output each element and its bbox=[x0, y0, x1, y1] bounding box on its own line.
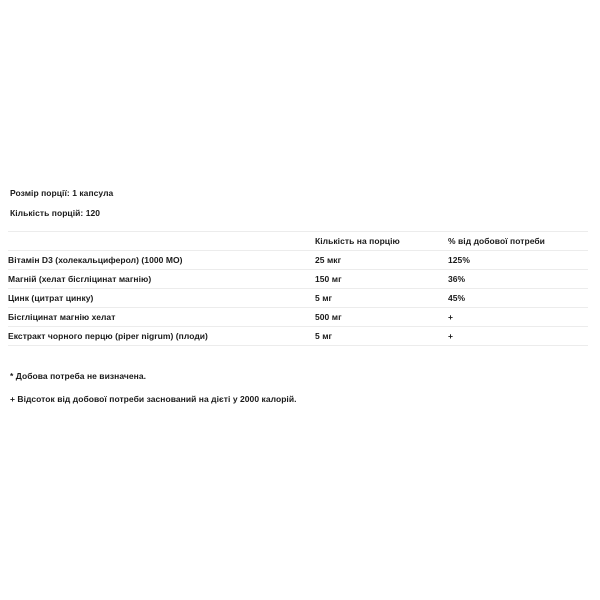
table-row bbox=[8, 327, 588, 346]
nutrient-daily-value: + bbox=[448, 311, 454, 322]
table-body bbox=[8, 251, 588, 346]
nutrient-amount: 25 мкг bbox=[315, 254, 342, 265]
table-header-row bbox=[8, 232, 588, 251]
nutrient-amount: 150 мг bbox=[315, 273, 342, 284]
table-row bbox=[8, 308, 588, 327]
nutrient-name: Вітамін D3 (холекальциферол) (1000 МО) bbox=[8, 254, 183, 265]
serving-size-line: Розмір порції: 1 капсула bbox=[10, 188, 114, 198]
serving-info bbox=[10, 188, 590, 219]
table-row bbox=[8, 289, 588, 308]
nutrient-daily-value: 45% bbox=[448, 292, 466, 303]
column-header-nutrient bbox=[8, 232, 315, 251]
footnotes bbox=[10, 371, 590, 405]
table-row bbox=[8, 251, 588, 270]
table-header bbox=[8, 232, 588, 251]
nutrient-daily-value: 36% bbox=[448, 273, 466, 284]
nutrient-daily-value: 125% bbox=[448, 254, 470, 265]
servings-per-container-line: Кількість порцій: 120 bbox=[10, 208, 101, 219]
nutrient-name: Екстракт чорного перцю (piper nigrum) (плоди) bbox=[8, 330, 208, 341]
nutrient-amount: 5 мг bbox=[315, 292, 333, 303]
nutrient-name: Магній (хелат бісгліцинат магнію) bbox=[8, 273, 152, 284]
nutrient-daily-value: + bbox=[448, 330, 454, 341]
footnote-daily-value-not-established: * Добова потреба не визначена. bbox=[10, 371, 147, 381]
footnote-calorie-diet-basis: + Відсоток від добової потреби заснований на дієті у 2000 калорій. bbox=[10, 394, 297, 405]
nutrient-amount: 500 мг bbox=[315, 311, 342, 322]
nutrient-name: Бісгліцинат магнію хелат bbox=[8, 311, 116, 322]
nutrient-amount: 5 мг bbox=[315, 330, 333, 341]
nutrient-name: Цинк (цитрат цинку) bbox=[8, 292, 94, 303]
column-header-daily-value: % від добової потреби bbox=[448, 235, 545, 246]
supplement-facts-table bbox=[8, 231, 588, 346]
table-row bbox=[8, 270, 588, 289]
column-header-amount-per-serving: Кількість на порцію bbox=[315, 235, 400, 246]
